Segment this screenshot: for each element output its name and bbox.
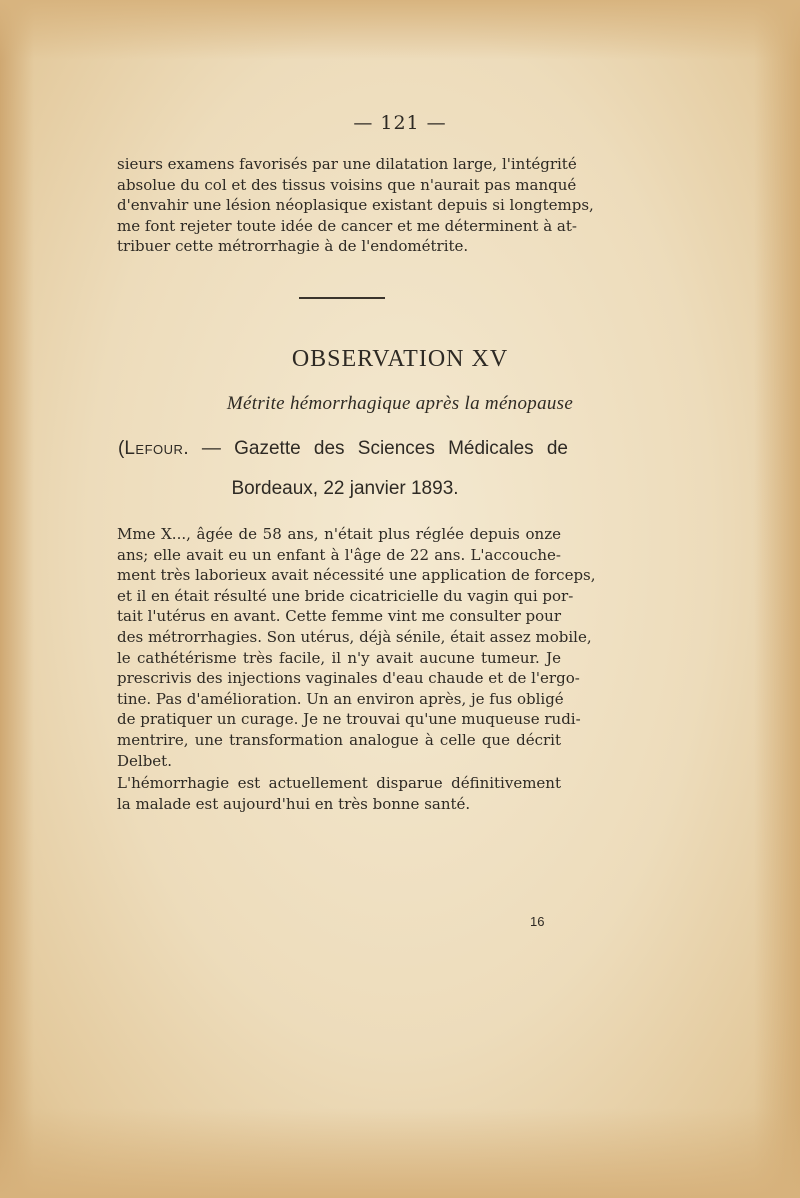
source-citation (118, 438, 568, 460)
text-line: tait l'utérus en avant. Cette femme vint me consulter pour (117, 607, 561, 626)
text-line: prescrivis des injections vaginales d'eau chaude et de l'ergo- (117, 669, 580, 688)
text-line: le cathétérisme très facile, il n'y avait aucune tumeur. Je (117, 648, 561, 667)
printer-signature-mark: 16 (530, 914, 545, 929)
text-line: Mme X..., âgée de 58 ans, n'était plus réglée depuis onze (117, 525, 561, 543)
text-line: et il en était résulté une bride cicatricielle du vagin qui por- (117, 586, 574, 605)
text-line: ment très laborieux avait nécessité une application de forceps, (117, 566, 596, 585)
source-citation-date: Bordeaux, 22 janvier 1893. (231, 478, 459, 499)
page-edge-shadow-top (0, 0, 800, 60)
page-edge-shadow-bottom (0, 1108, 800, 1198)
outcome-paragraph (117, 773, 561, 814)
text-line: ans; elle avait eu un enfant à l'âge de 22 ans. L'accouche- (117, 545, 561, 564)
page-edge-shadow-left (0, 0, 34, 1198)
text-line: tribuer cette métrorrhagie à de l'endométrite. (117, 237, 469, 256)
observation-subtitle: Métrite hémorrhagique après la ménopause (226, 393, 574, 414)
text-line: mentrire, une transformation analogue à celle que décrit (117, 730, 561, 749)
text-line: tine. Pas d'amélioration. Un an environ après, je fus obligé (117, 689, 564, 708)
case-paragraph (117, 524, 596, 771)
text-line: de pratiquer un curage. Je ne trouvai qu'une muqueuse rudi- (117, 710, 581, 729)
source-author: Lefour (124, 438, 184, 459)
intro-paragraph (117, 154, 594, 257)
page-edge-shadow-right (754, 0, 800, 1198)
text-line: d'envahir une lésion néoplasique existant depuis si longtemps, (117, 196, 594, 215)
page-number: — 121 — (353, 112, 447, 134)
text-line: sieurs examens favorisés par une dilatation large, l'intégrité (117, 155, 577, 173)
text-line: absolue du col et des tissus voisins que n'aurait pas manqué (117, 175, 577, 194)
observation-title: OBSERVATION XV (291, 346, 509, 372)
text-line: des métrorrhagies. Son utérus, déjà sénile, était assez mobile, (117, 627, 592, 646)
source-open-paren: ( (118, 438, 125, 459)
text-line: L'hémorrhagie est actuellement disparue définitivement (117, 774, 561, 792)
text-line: Delbet. (117, 751, 172, 770)
text-line: la malade est aujourd'hui en très bonne santé. (117, 794, 471, 813)
text-line: me font rejeter toute idée de cancer et me déterminent à at- (117, 216, 577, 235)
section-divider (299, 297, 385, 299)
source-journal: . — Gazette des Sciences Médicales de (183, 438, 568, 459)
